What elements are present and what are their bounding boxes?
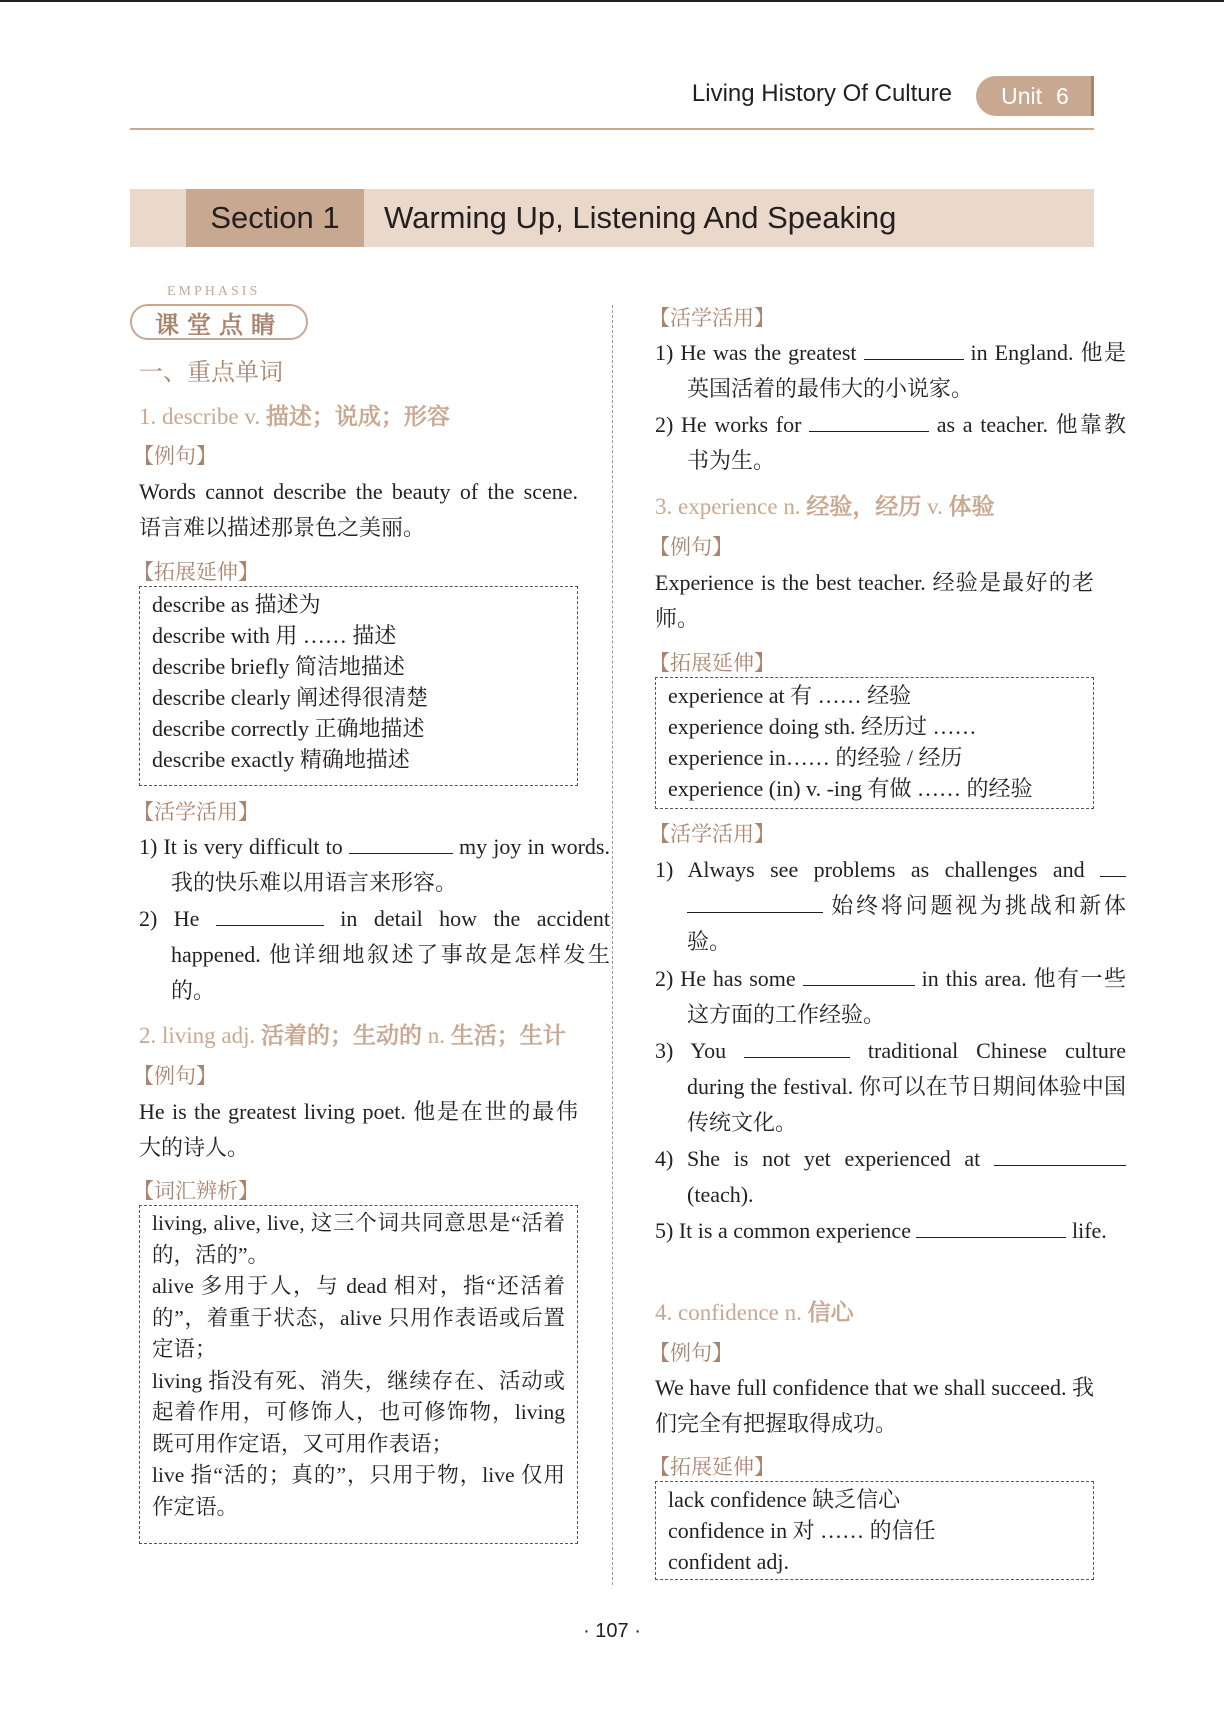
- answer-blank[interactable]: [216, 907, 324, 926]
- tag-practice: 【活学活用】: [649, 822, 775, 846]
- practice-describe-1: [139, 829, 610, 901]
- answer-blank[interactable]: [744, 1039, 850, 1058]
- word-experience-head-2: v.: [921, 494, 949, 519]
- answer-blank[interactable]: [803, 967, 915, 986]
- tag-example: 【例句】: [649, 1341, 733, 1365]
- list-item: describe as 描述为: [152, 592, 321, 617]
- answer-blank[interactable]: [349, 835, 453, 854]
- practice-text: 4) She is not yet experienced at: [655, 1146, 981, 1171]
- practice-experience-5: [655, 1213, 1126, 1249]
- word-living-meaning: 活着的；生动的: [261, 1022, 423, 1049]
- practice-text: traditional Chinese culture during the festival. 你可以在节日期间体验中国传统文化。: [687, 1038, 1127, 1135]
- word-living-meaning-2: 生活；生计: [450, 1022, 566, 1049]
- emphasis-title: 课堂点睛: [130, 304, 308, 340]
- analysis-item: live 指“活的；真的”，只用于物，live 仅用作定语。: [152, 1463, 565, 1519]
- unit-number: 6: [1056, 82, 1069, 109]
- tag-extend: 【拓展延伸】: [649, 1455, 775, 1479]
- practice-text: in detail how the accident happened. 他详细地叙述了事故是怎样发生的。: [171, 906, 611, 1003]
- practice-text: 2) He works for: [655, 412, 802, 437]
- list-item: describe with 用 …… 描述: [152, 623, 397, 648]
- tag-extend: 【拓展延伸】: [133, 560, 259, 584]
- practice-text: 2) He has some: [655, 966, 796, 991]
- practice-experience-4: [655, 1141, 1126, 1213]
- practice-text: 3) You: [655, 1038, 727, 1063]
- column-divider: [612, 305, 613, 1585]
- practice-text: 5) It is a common experience: [655, 1218, 911, 1243]
- example-living: He is the greatest living poet. 他是在世的最伟大的诗人。: [139, 1099, 578, 1160]
- emphasis-label: EMPHASIS: [167, 284, 261, 299]
- tag-example: 【例句】: [133, 1064, 217, 1088]
- practice-text: in this area. 他有一些这方面的工作经验。: [687, 966, 1127, 1027]
- practice-text: 2) He: [139, 906, 200, 931]
- practice-experience-1: [655, 852, 1126, 960]
- tag-example: 【例句】: [649, 535, 733, 559]
- example-experience: Experience is the best teacher. 经验是最好的老师。: [655, 570, 1094, 631]
- tag-practice: 【活学活用】: [133, 800, 259, 824]
- analysis-item: living 指没有死、消失，继续存在、活动或起着作用，可修饰人，也可修饰物，living 既可用作定语，又可用作表语；: [152, 1368, 565, 1456]
- list-item: describe briefly 简洁地描述: [152, 654, 405, 679]
- practice-living-1: [655, 335, 1126, 407]
- list-item: experience at 有 …… 经验: [668, 683, 912, 708]
- list-item: describe clearly 阐述得很清楚: [152, 685, 429, 710]
- practice-text: my joy in words. 我的快乐难以用语言来形容。: [171, 834, 610, 895]
- answer-blank[interactable]: [809, 413, 929, 432]
- tag-example: 【例句】: [133, 444, 217, 468]
- practice-experience-3: [655, 1033, 1126, 1141]
- list-item: describe exactly 精确地描述: [152, 747, 410, 772]
- tag-vocab-analysis: 【词汇辨析】: [133, 1179, 259, 1203]
- practice-text: life.: [1071, 1218, 1107, 1243]
- list-item: confidence in 对 …… 的信任: [668, 1518, 936, 1543]
- section-band: [130, 189, 1094, 247]
- header-rule: [130, 128, 1094, 130]
- list-item: experience in…… 的经验 / 经历: [668, 745, 963, 770]
- word-title-describe: [139, 398, 450, 431]
- extend-box-confidence: [655, 1481, 1094, 1580]
- practice-experience-2: [655, 961, 1126, 1033]
- answer-blank[interactable]: [916, 1219, 1066, 1238]
- practice-living-2: [655, 407, 1126, 479]
- word-living-head-2: n.: [422, 1023, 451, 1048]
- answer-blank[interactable]: [687, 894, 823, 913]
- page-number: · 107 ·: [583, 1620, 641, 1642]
- section-title: Warming Up, Listening And Speaking: [384, 200, 897, 235]
- practice-text: in England. 他是英国活着的最伟大的小说家。: [687, 340, 1127, 401]
- section-number: Section 1: [186, 189, 364, 247]
- extend-box-experience: [655, 677, 1094, 809]
- example-describe: Words cannot describe the beauty of the scene. 语言难以描述那景色之美丽。: [139, 479, 578, 540]
- word-experience-meaning: 经验，经历: [806, 493, 922, 520]
- word-confidence-head: 4. confidence n.: [655, 1300, 808, 1325]
- subheading-key-words: 一、重点单词: [139, 358, 283, 386]
- practice-text: 1) It is very difficult to: [139, 834, 343, 859]
- list-item: confident adj.: [668, 1549, 789, 1574]
- word-describe-meaning: 描述；说成；形容: [265, 403, 450, 430]
- word-title-living: [139, 1017, 566, 1050]
- word-experience-head: 3. experience n.: [655, 494, 807, 519]
- practice-describe-2: [139, 901, 610, 1009]
- list-item: experience doing sth. 经历过 ……: [668, 714, 977, 739]
- word-experience-meaning-2: 体验: [948, 493, 995, 520]
- list-item: describe correctly 正确地描述: [152, 716, 425, 741]
- tag-extend: 【拓展延伸】: [649, 651, 775, 675]
- word-describe-head: 1. describe v.: [139, 404, 266, 429]
- answer-blank[interactable]: [864, 341, 964, 360]
- analysis-box-living: [139, 1205, 578, 1544]
- extend-box-describe: [139, 586, 578, 786]
- practice-text: 1) Always see problems as challenges and: [655, 857, 1085, 882]
- word-living-head: 2. living adj.: [139, 1023, 262, 1048]
- word-title-experience: [655, 488, 995, 521]
- analysis-item: alive 多用于人，与 dead 相对，指“还活着的”，着重于状态，alive 只用作表语或后置定语；: [152, 1274, 565, 1361]
- tag-practice: 【活学活用】: [649, 306, 775, 330]
- list-item: experience (in) v. -ing 有做 …… 的经验: [668, 776, 1033, 801]
- running-header-title: Living History Of Culture: [691, 80, 952, 107]
- top-rule: [0, 0, 1224, 2]
- practice-text: 1) He was the greatest: [655, 340, 857, 365]
- practice-text: as a teacher. 他靠教书为生。: [687, 412, 1126, 473]
- example-confidence: We have full confidence that we shall succeed. 我们完全有把握取得成功。: [655, 1375, 1094, 1436]
- word-confidence-meaning: 信心: [807, 1299, 854, 1326]
- answer-blank[interactable]: [1100, 858, 1126, 877]
- practice-text: (teach).: [687, 1182, 754, 1207]
- unit-word: Unit: [1001, 82, 1043, 109]
- list-item: lack confidence 缺乏信心: [668, 1487, 901, 1512]
- unit-badge: [976, 76, 1094, 116]
- practice-text: 始终将问题视为挑战和新体验。: [687, 893, 1126, 954]
- answer-blank[interactable]: [994, 1147, 1126, 1166]
- analysis-item: living, alive, live, 这三个词共同意思是“活着的，活的”。: [152, 1211, 565, 1267]
- word-title-confidence: [655, 1294, 854, 1327]
